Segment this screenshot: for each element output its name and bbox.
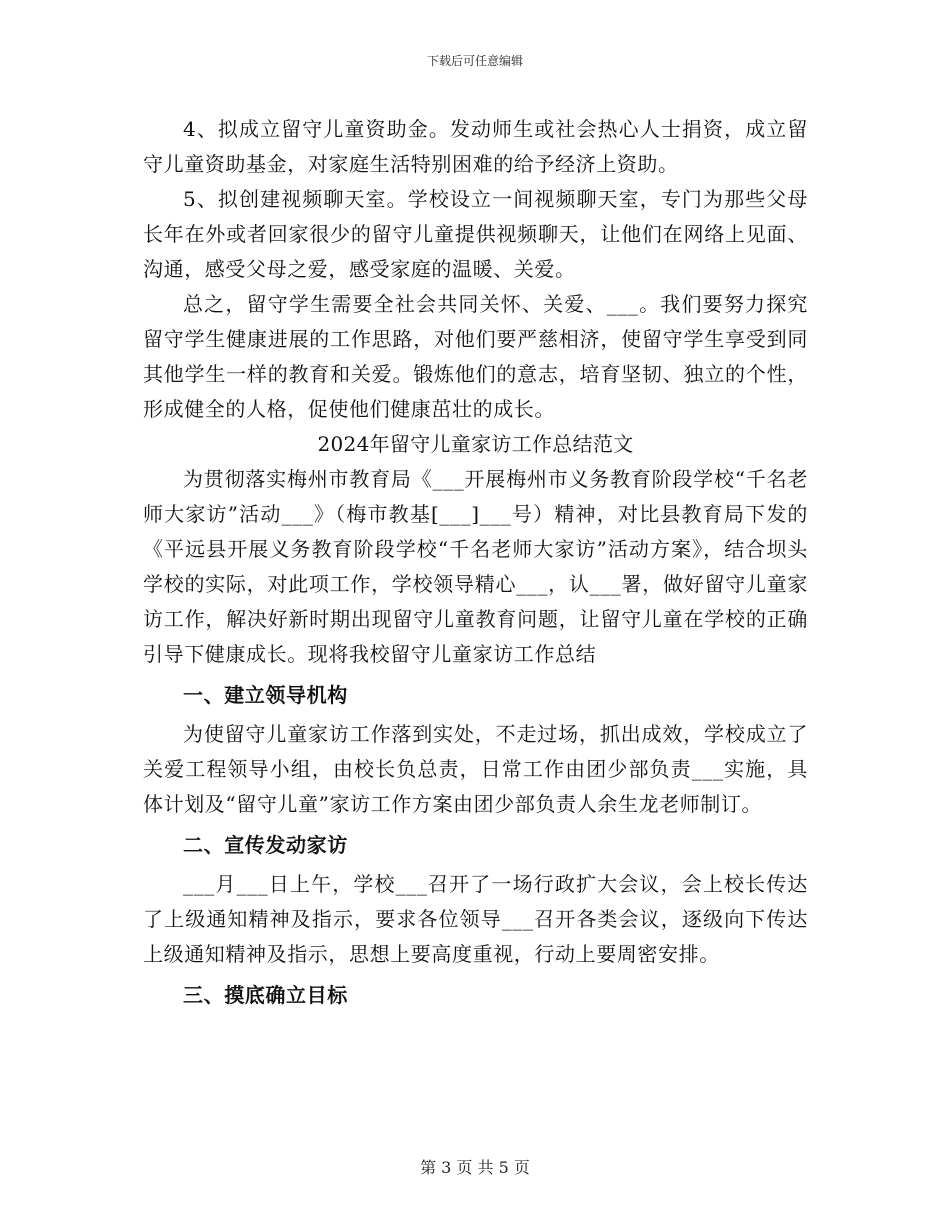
- section-text-2: ___月___日上午，学校___召开了一场行政扩大会议，会上校长传达了上级通知精神及指示，要求各位领导___召开各类会议，逐级向下传达上级通知精神及指示，思想上要高度重视，行动上要周密安排。: [143, 872, 808, 966]
- paragraph-summary: 总之，留守学生需要全社会共同关怀、关爱、___。我们要努力探究留守学生健康进展的工作思路，对他们要严慈相济，使留守学生享受到同其他学生一样的教育和关爱。锻炼他们的意志，培育坚韧、独立的个性，形成健全的人格，促使他们健康茁壮的成长。: [143, 292, 808, 421]
- section-text-1: 为使留守儿童家访工作落到实处，不走过场，抓出成效，学校成立了关爱工程领导小组，由校长负总责，日常工作由团少部负责___实施，具体计划及“留守儿童”家访工作方案由团少部负责人余生龙老师制订。: [143, 722, 808, 816]
- header-note: 下载后可任意编辑: [426, 54, 523, 68]
- section-heading-3: 三、摸底确立目标: [183, 983, 348, 1007]
- paragraph-item-4: 4、拟成立留守儿童资助金。发动师生或社会热心人士捐资，成立留守儿童资助基金，对家庭生活特别困难的给予经济上资助。: [143, 117, 808, 176]
- article-title: 2024年留守儿童家访工作总结范文: [317, 432, 634, 456]
- section-heading-2: 二、宣传发动家访: [183, 833, 348, 857]
- section-heading-1: 一、建立领导机构: [183, 683, 348, 707]
- paragraph-item-5: 5、拟创建视频聊天室。学校设立一间视频聊天室，专门为那些父母长年在外或者回家很少的留守儿童提供视频聊天，让他们在网络上见面、沟通，感受父母之爱，感受家庭的温暖、关爱。: [143, 187, 808, 281]
- document-body: [143, 112, 808, 1017]
- page-footer: 第 3 页 共 5 页: [420, 1158, 530, 1177]
- intro-paragraph: 为贯彻落实梅州市教育局《___开展梅州市义务教育阶段学校“千名老师大家访”活动___》（梅市教基[___]___号）精神，对比县教育局下发的《平远县开展义务教育阶段学校“千名老师大家访”活动方案》，结合坝头学校的实际，对此项工作，学校领导精心___，认___署，做好留守儿童家访工作，解决好新时期出现留守儿童教育问题，让留守儿童在学校的正确引导下健康成长。现将我校留守儿童家访工作总结: [143, 467, 808, 666]
